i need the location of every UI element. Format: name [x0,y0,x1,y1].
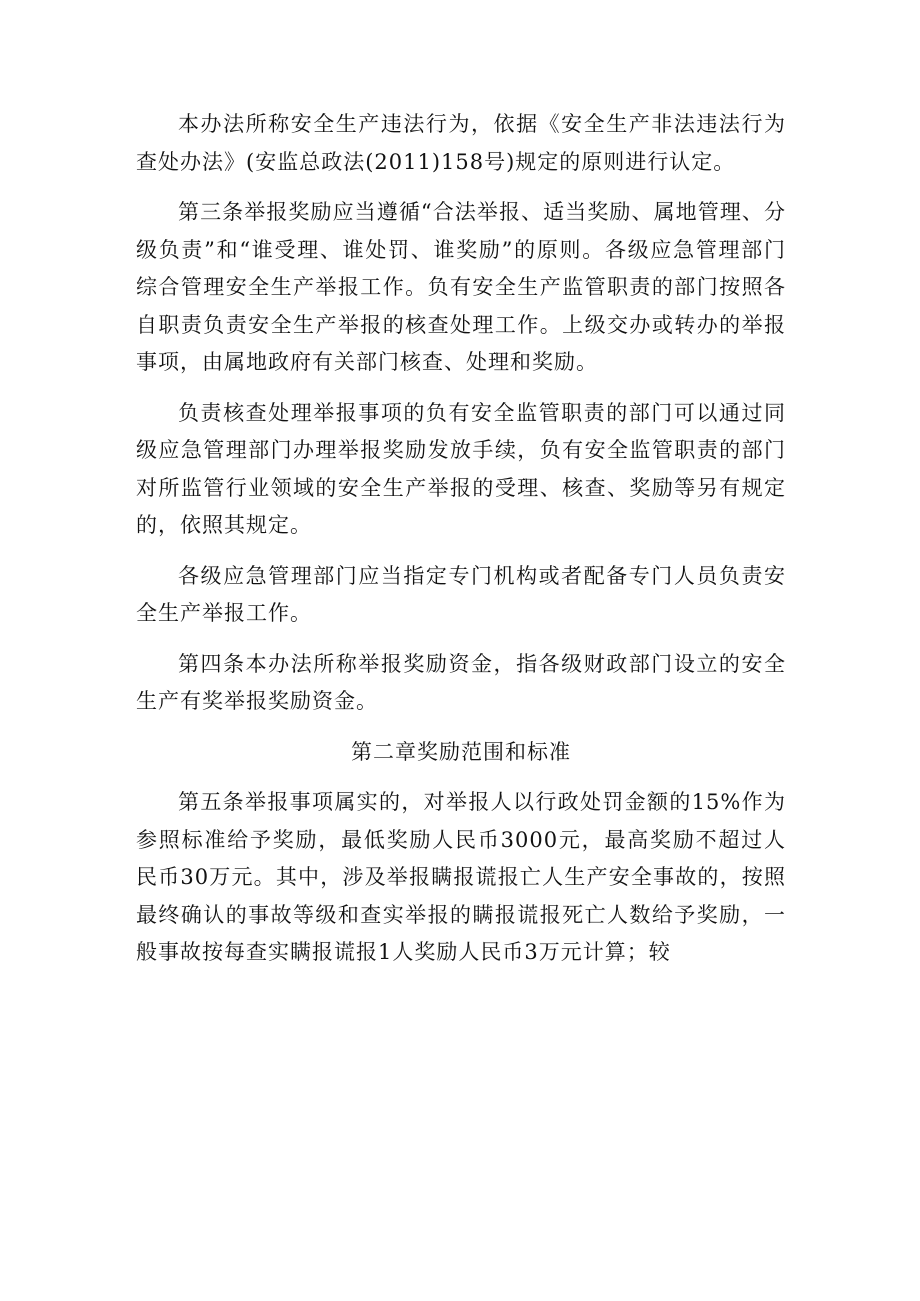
paragraph-designated-staff: 各级应急管理部门应当指定专门机构或者配备专门人员负责安全生产举报工作。 [136,563,786,625]
paragraph-verification-departments: 负责核查处理举报事项的负有安全监管职责的部门可以通过同级应急管理部门办理举报奖励发放手续，负有安全监管职责的部门对所监管行业领域的安全生产举报的受理、核查、奖励等另有规定的，依照其规定。 [136,400,786,537]
paragraph-violation-definition: 本办法所称安全生产违法行为，依据《安全生产非法违法行为查处办法》(安监总政法(2011)158号)规定的原则进行认定。 [136,112,786,174]
paragraph-article-4: 第四条本办法所称举报奖励资金，指各级财政部门设立的安全生产有奖举报奖励资金。 [136,651,786,713]
chapter-title: 第二章奖励范围和标准 [351,739,571,764]
paragraph-article-3: 第三条举报奖励应当遵循“合法举报、适当奖励、属地管理、分级负责”和“谁受理、谁处罚、谁奖励”的原则。各级应急管理部门综合管理安全生产举报工作。负有安全生产监管职责的部门按照各自职责负责安全生产举报的核查处理工作。上级交办或转办的举报事项，由属地政府有关部门核查、处理和奖励。 [136,200,786,374]
paragraph-article-5: 第五条举报事项属实的，对举报人以行政处罚金额的15%作为参照标准给予奖励，最低奖励人民币3000元，最高奖励不超过人民币30万元。其中，涉及举报瞒报谎报亡人生产安全事故的，按照最终确认的事故等级和查实举报的瞒报谎报死亡人数给予奖励，一般事故按每查实瞒报谎报1人奖励人民币3万元计算；较 [136,790,786,964]
document-body [136,106,786,985]
